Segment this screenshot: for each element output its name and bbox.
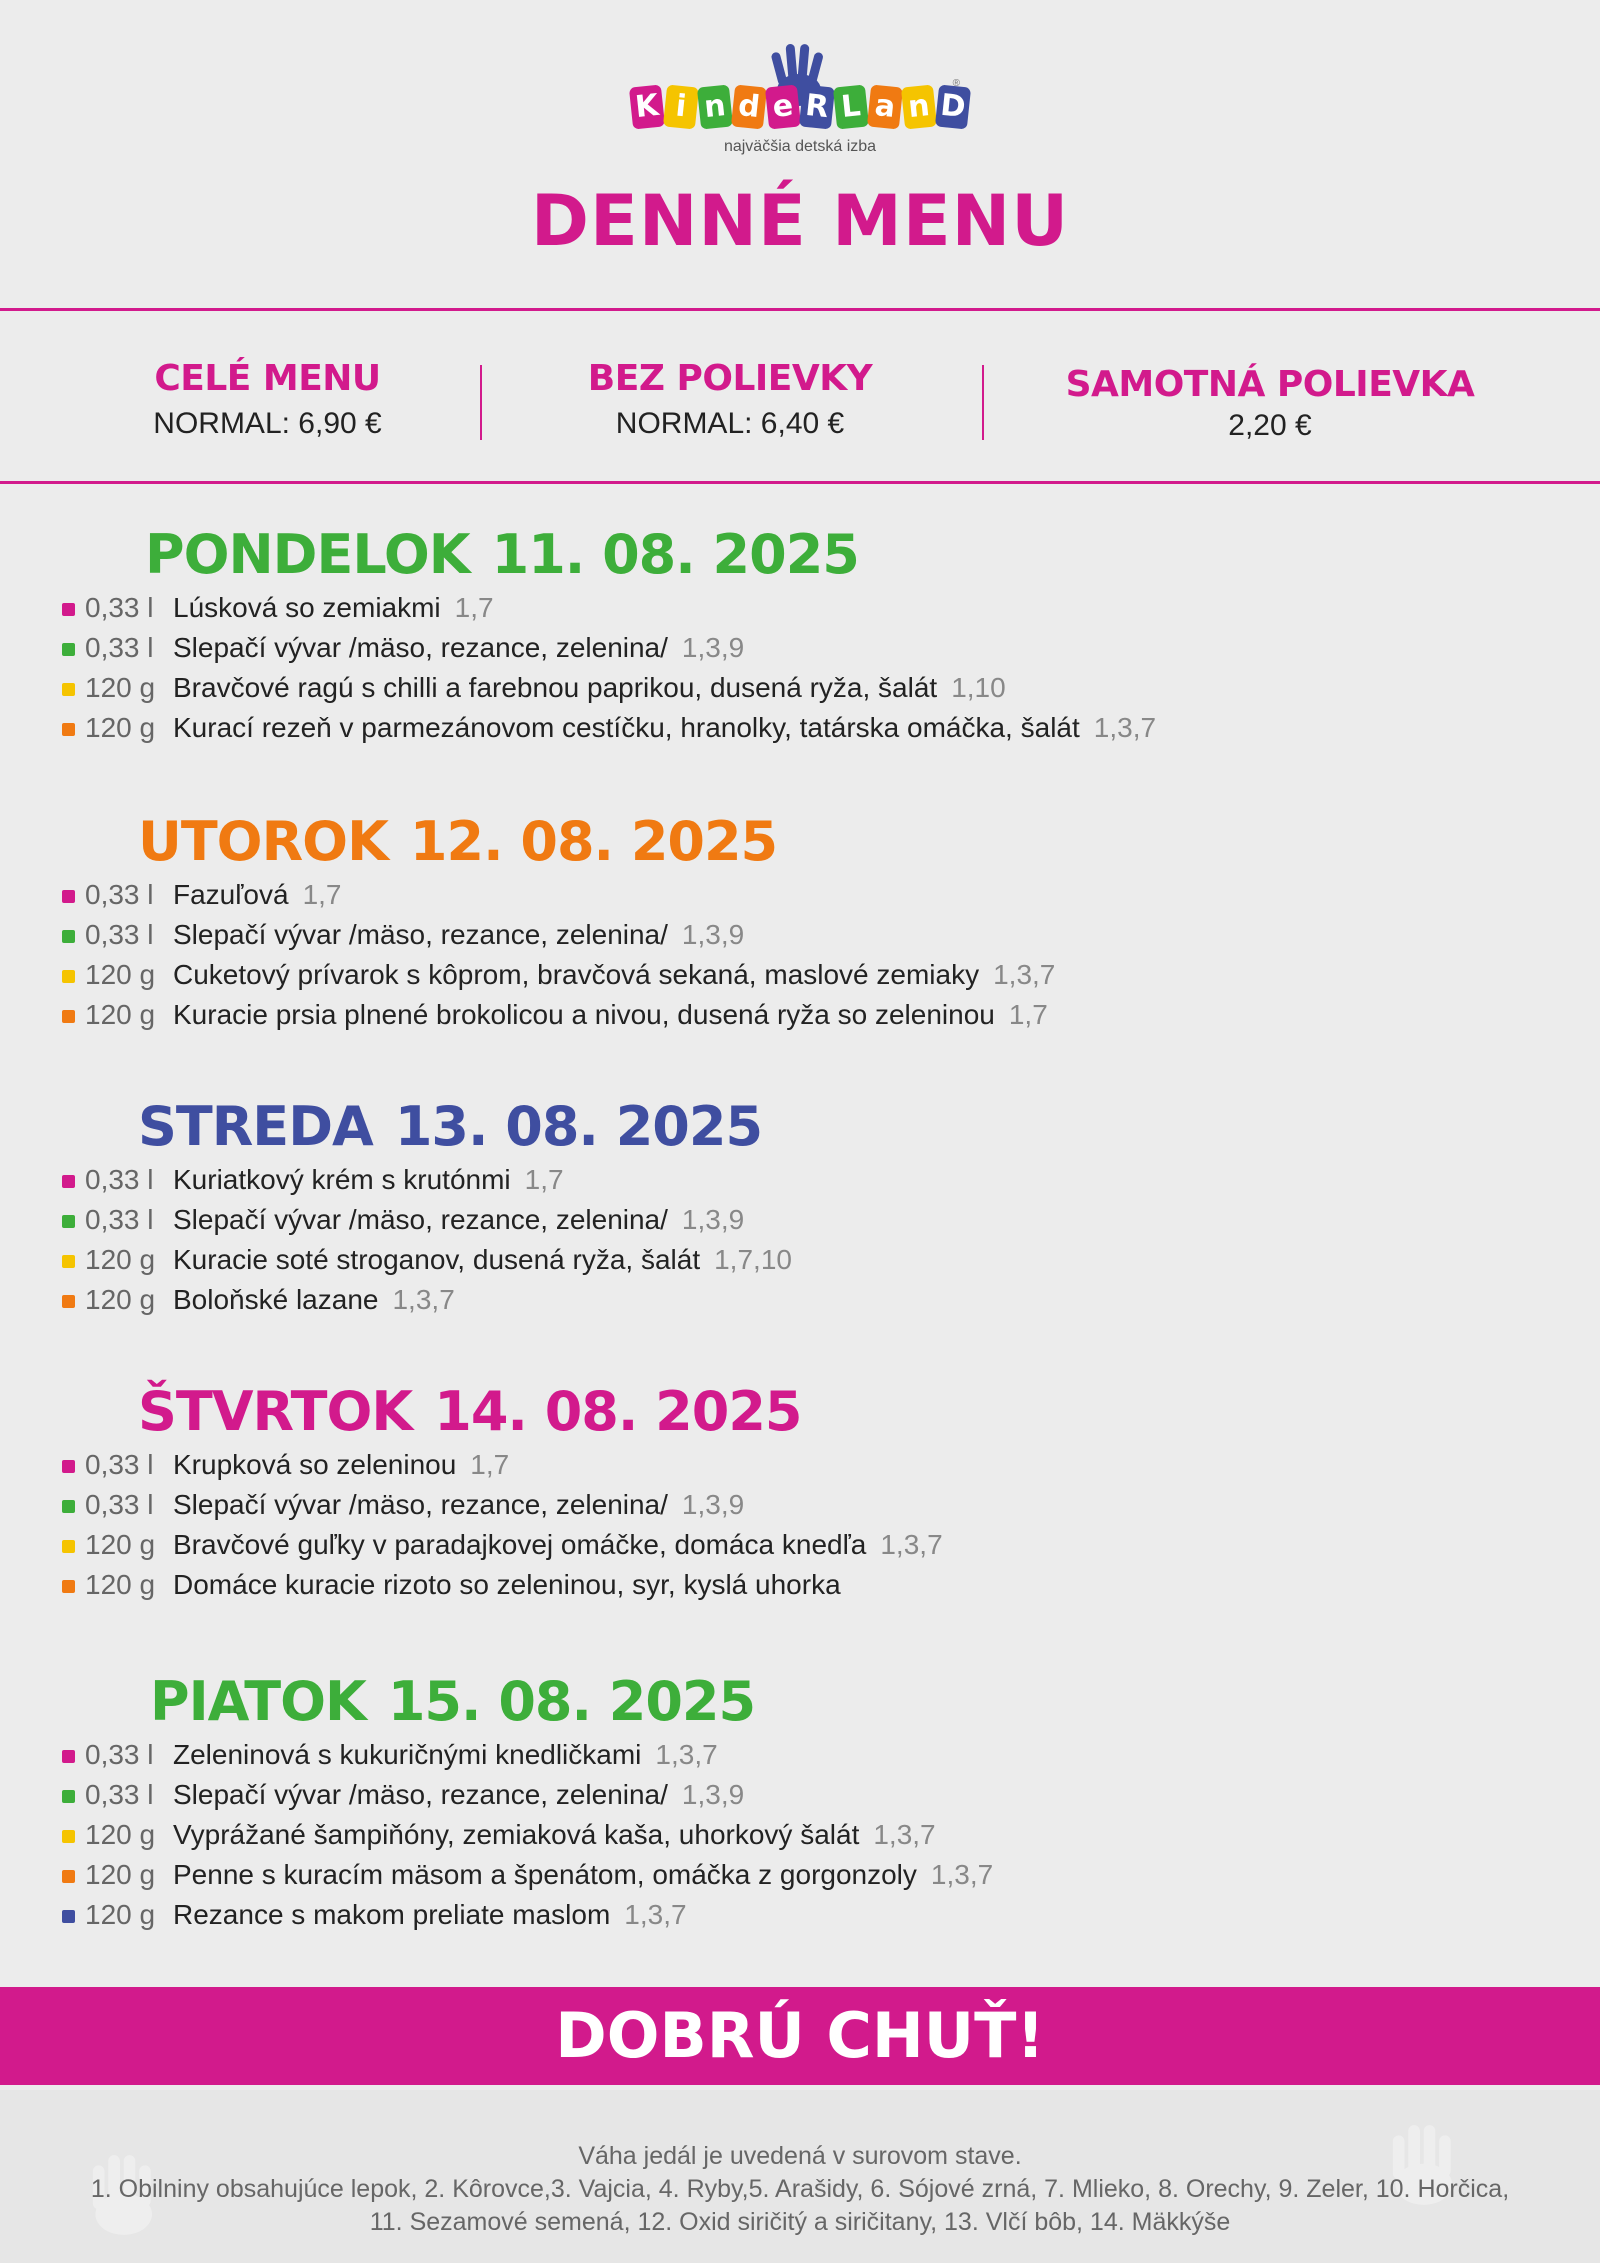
item-name: Bravčové ragú s chilli a farebnou paprikou, dusená ryža, šalát: [173, 672, 938, 703]
menu-item: [0, 1485, 1400, 1525]
page-title: DENNÉ MENU: [530, 180, 1070, 262]
bullet-square-icon: [62, 723, 75, 736]
item-quantity: 120 g: [85, 672, 156, 703]
menu-item: [0, 1200, 1400, 1240]
item-name: Slepačí vývar /mäso, rezance, zelenina/: [173, 1779, 668, 1810]
item-name-line: [173, 1240, 792, 1280]
menu-item: [0, 1735, 1400, 1775]
menu-item: [0, 995, 1400, 1035]
bullet-square-icon: [62, 1750, 75, 1763]
day-title: [138, 1380, 1400, 1443]
item-allergens: 1,3,7: [993, 959, 1056, 990]
bullet-square-icon: [62, 1580, 75, 1593]
item-name-line: [173, 955, 1055, 995]
logo-letter: K: [629, 84, 665, 129]
bullet-square-icon: [62, 683, 75, 696]
item-allergens: 1,7: [524, 1164, 564, 1195]
day-date: 15. 08. 2025: [387, 1670, 756, 1733]
divider-prices: [0, 481, 1600, 484]
day-title: [138, 1095, 1400, 1158]
item-quantity: 120 g: [85, 1819, 156, 1850]
item-quantity: 120 g: [85, 1899, 156, 1930]
item-quantity: 120 g: [85, 1569, 156, 1600]
menu-item: [0, 1525, 1400, 1565]
banner-text: DOBRÚ CHUŤ!: [555, 1999, 1045, 2072]
item-quantity: 0,33 l: [85, 1204, 154, 1235]
item-quantity: 0,33 l: [85, 1489, 154, 1520]
item-name: Slepačí vývar /mäso, rezance, zelenina/: [173, 1489, 668, 1520]
price-separator: [982, 365, 984, 440]
price-value: NORMAL: 6,40 €: [615, 407, 845, 440]
item-quantity: 120 g: [85, 999, 156, 1030]
bullet-square-icon: [62, 643, 75, 656]
item-quantity: 0,33 l: [85, 1779, 154, 1810]
allergen-list: 11. Sezamové semená, 12. Oxid siričitý a siričitany, 13. Vlčí bôb, 14. Mäkkýše: [369, 2208, 1231, 2236]
item-name-line: [173, 1895, 687, 1935]
item-quantity: 0,33 l: [85, 879, 154, 910]
item-quantity: 0,33 l: [85, 919, 154, 950]
bullet-square-icon: [62, 1460, 75, 1473]
item-name-line: [173, 875, 342, 915]
bullet-square-icon: [62, 1175, 75, 1188]
item-name-line: [173, 1445, 509, 1485]
footer-notes: [0, 2140, 1600, 2239]
item-name: Domáce kuracie rizoto so zeleninou, syr, kyslá uhorka: [173, 1569, 841, 1600]
day-date: 11. 08. 2025: [491, 523, 859, 586]
menu-item: [0, 1280, 1400, 1320]
day-section: [0, 1380, 1400, 1605]
item-allergens: 1,7,10: [714, 1244, 792, 1275]
logo-letter: n: [901, 84, 937, 129]
logo-letter: D: [935, 84, 971, 129]
price-no-soup: [560, 358, 900, 441]
item-allergens: 1,3,9: [681, 1204, 745, 1235]
logo-letter: a: [867, 84, 903, 129]
day-section: [0, 1095, 1400, 1320]
item-name: Krupková so zeleninou: [173, 1449, 457, 1480]
item-name-line: [173, 1735, 718, 1775]
bullet-square-icon: [62, 1540, 75, 1553]
menu-item: [0, 668, 1400, 708]
item-allergens: 1,3,7: [1093, 712, 1157, 743]
item-name: Zeleninová s kukuričnými knedličkami: [173, 1739, 642, 1770]
bullet-square-icon: [62, 1500, 75, 1513]
item-allergens: 1,3,7: [655, 1739, 718, 1770]
item-name-line: [173, 588, 494, 628]
price-heading: BEZ POLIEVKY: [587, 358, 873, 399]
item-name: Slepačí vývar /mäso, rezance, zelenina/: [173, 919, 668, 950]
item-name-line: [173, 1855, 993, 1895]
menu-item: [0, 1775, 1400, 1815]
bullet-square-icon: [62, 1215, 75, 1228]
item-allergens: 1,3,7: [873, 1819, 936, 1850]
bullet-square-icon: [62, 1870, 75, 1883]
logo-letter: n: [697, 84, 733, 129]
bullet-square-icon: [62, 1255, 75, 1268]
price-full-menu: [95, 358, 440, 441]
item-name: Kuriatkový krém s krutónmi: [173, 1164, 511, 1195]
item-name-line: [173, 628, 744, 668]
day-name: PIATOK: [150, 1670, 366, 1733]
item-allergens: 1,3,9: [681, 1489, 745, 1520]
price-heading: SAMOTNÁ POLIEVKA: [1065, 364, 1475, 405]
item-allergens: 1,3,7: [930, 1859, 994, 1890]
item-name: Bravčové guľky v paradajkovej omáčke, domáca knedľa: [173, 1529, 867, 1560]
menu-item: [0, 1855, 1400, 1895]
day-date: 14. 08. 2025: [434, 1380, 802, 1443]
item-name: Vyprážané šampiňóny, zemiaková kaša, uhorkový šalát: [173, 1819, 860, 1850]
item-allergens: 1,7: [454, 592, 494, 623]
bullet-square-icon: [62, 890, 75, 903]
menu-item: [0, 955, 1400, 995]
item-allergens: 1,3,9: [681, 919, 745, 950]
day-title: [138, 810, 1400, 873]
item-name: Boloňské lazane: [173, 1284, 379, 1315]
item-allergens: 1,3,9: [681, 632, 745, 663]
item-quantity: 120 g: [85, 1284, 156, 1315]
logo-letter: L: [833, 84, 869, 129]
item-quantity: 0,33 l: [85, 1449, 154, 1480]
bullet-square-icon: [62, 603, 75, 616]
logo-tagline: najväčšia detská izba: [723, 138, 877, 155]
item-name-line: [173, 668, 1006, 708]
item-name-line: [173, 1815, 936, 1855]
item-name-line: [173, 1525, 943, 1565]
item-name-line: [173, 708, 1156, 748]
menu-item: [0, 1815, 1400, 1855]
day-section: [0, 1670, 1400, 1935]
logo-letters: [610, 86, 990, 128]
item-quantity: 120 g: [85, 712, 156, 743]
item-allergens: 1,7: [1008, 999, 1048, 1030]
bullet-square-icon: [62, 1295, 75, 1308]
logo-area: [0, 40, 1600, 165]
menu-item: [0, 588, 1400, 628]
item-name: Kuracie prsia plnené brokolicou a nivou, dusená ryža so zeleninou: [173, 999, 995, 1030]
item-allergens: 1,3,9: [681, 1779, 745, 1810]
weight-note: Váha jedál je uvedená v surovom stave.: [578, 2142, 1022, 2170]
item-allergens: 1,3,7: [880, 1529, 943, 1560]
day-date: 12. 08. 2025: [409, 810, 778, 873]
kinderland-logo: [610, 40, 990, 160]
price-bar: [0, 340, 1600, 480]
logo-letter: R: [799, 84, 835, 129]
day-name: STREDA: [138, 1095, 373, 1158]
menu-item: [0, 1565, 1400, 1605]
menu-item: [0, 915, 1400, 955]
item-name: Rezance s makom preliate maslom: [173, 1899, 611, 1930]
logo-letter: e: [765, 84, 801, 129]
item-quantity: 0,33 l: [85, 1739, 154, 1770]
bullet-square-icon: [62, 930, 75, 943]
menu-item: [0, 875, 1400, 915]
day-section: [0, 810, 1400, 1035]
day-name: UTOROK: [138, 810, 388, 873]
closing-banner: [0, 1987, 1600, 2085]
item-name: Kuracie soté stroganov, dusená ryža, šalát: [173, 1244, 701, 1275]
item-name: Kurací rezeň v parmezánovom cestíčku, hranolky, tatárska omáčka, šalát: [173, 712, 1080, 743]
item-name-line: [173, 995, 1048, 1035]
day-date: 13. 08. 2025: [394, 1095, 763, 1158]
registered-mark: ®: [952, 78, 960, 89]
item-quantity: 0,33 l: [85, 1164, 154, 1195]
item-name-line: [173, 1280, 455, 1320]
bullet-square-icon: [62, 1910, 75, 1923]
item-name-line: [173, 915, 744, 955]
bullet-square-icon: [62, 970, 75, 983]
item-quantity: 0,33 l: [85, 632, 154, 663]
item-name: Slepačí vývar /mäso, rezance, zelenina/: [173, 632, 668, 663]
day-section: [0, 523, 1400, 748]
item-allergens: 1,3,7: [392, 1284, 455, 1315]
bullet-square-icon: [62, 1830, 75, 1843]
item-name: Lúsková so zemiakmi: [173, 592, 441, 623]
bullet-square-icon: [62, 1790, 75, 1803]
item-name-line: [173, 1200, 744, 1240]
menu-item: [0, 1160, 1400, 1200]
item-allergens: 1,7: [302, 879, 342, 910]
price-separator: [480, 365, 482, 440]
price-value: 2,20 €: [1228, 409, 1312, 442]
item-allergens: 1,3,7: [624, 1899, 687, 1930]
logo-letter: d: [731, 84, 767, 129]
item-quantity: 120 g: [85, 1859, 156, 1890]
menu-item: [0, 708, 1400, 748]
menu-item: [0, 1445, 1400, 1485]
menu-item: [0, 1240, 1400, 1280]
day-name: PONDELOK: [145, 523, 470, 586]
menu-item: [0, 1895, 1400, 1935]
item-quantity: 120 g: [85, 959, 156, 990]
item-name-line: [173, 1485, 744, 1525]
item-quantity: 120 g: [85, 1244, 156, 1275]
item-name: Fazuľová: [173, 879, 289, 910]
price-value: NORMAL: 6,90 €: [153, 407, 382, 440]
item-name-line: [173, 1775, 744, 1815]
day-name: ŠTVRTOK: [138, 1380, 413, 1443]
day-title: [145, 523, 1400, 586]
item-allergens: 1,10: [951, 672, 1006, 703]
item-name-line: [173, 1160, 564, 1200]
footer: [0, 2090, 1600, 2263]
bullet-square-icon: [62, 1010, 75, 1023]
menu-item: [0, 628, 1400, 668]
item-name: Cuketový prívarok s kôprom, bravčová sekaná, maslové zemiaky: [173, 959, 980, 990]
item-allergens: 1,7: [470, 1449, 510, 1480]
day-title: [150, 1670, 1400, 1733]
item-quantity: 0,33 l: [85, 592, 154, 623]
allergen-list: 1. Obilniny obsahujúce lepok, 2. Kôrovce,3. Vajcia, 4. Ryby,5. Arašidy, 6. Sójové zrná, 7. Mlieko, 8. Orechy, 9. Zeler, 10. Horčica,: [90, 2175, 1510, 2203]
item-quantity: 120 g: [85, 1529, 156, 1560]
item-name: Slepačí vývar /mäso, rezance, zelenina/: [173, 1204, 668, 1235]
price-soup-only: [1060, 364, 1480, 443]
price-heading: CELÉ MENU: [154, 358, 381, 399]
item-name-line: [173, 1565, 855, 1605]
divider-top: [0, 308, 1600, 311]
item-name: Penne s kuracím mäsom a špenátom, omáčka z gorgonzoly: [173, 1859, 917, 1890]
logo-letter: i: [663, 84, 699, 129]
